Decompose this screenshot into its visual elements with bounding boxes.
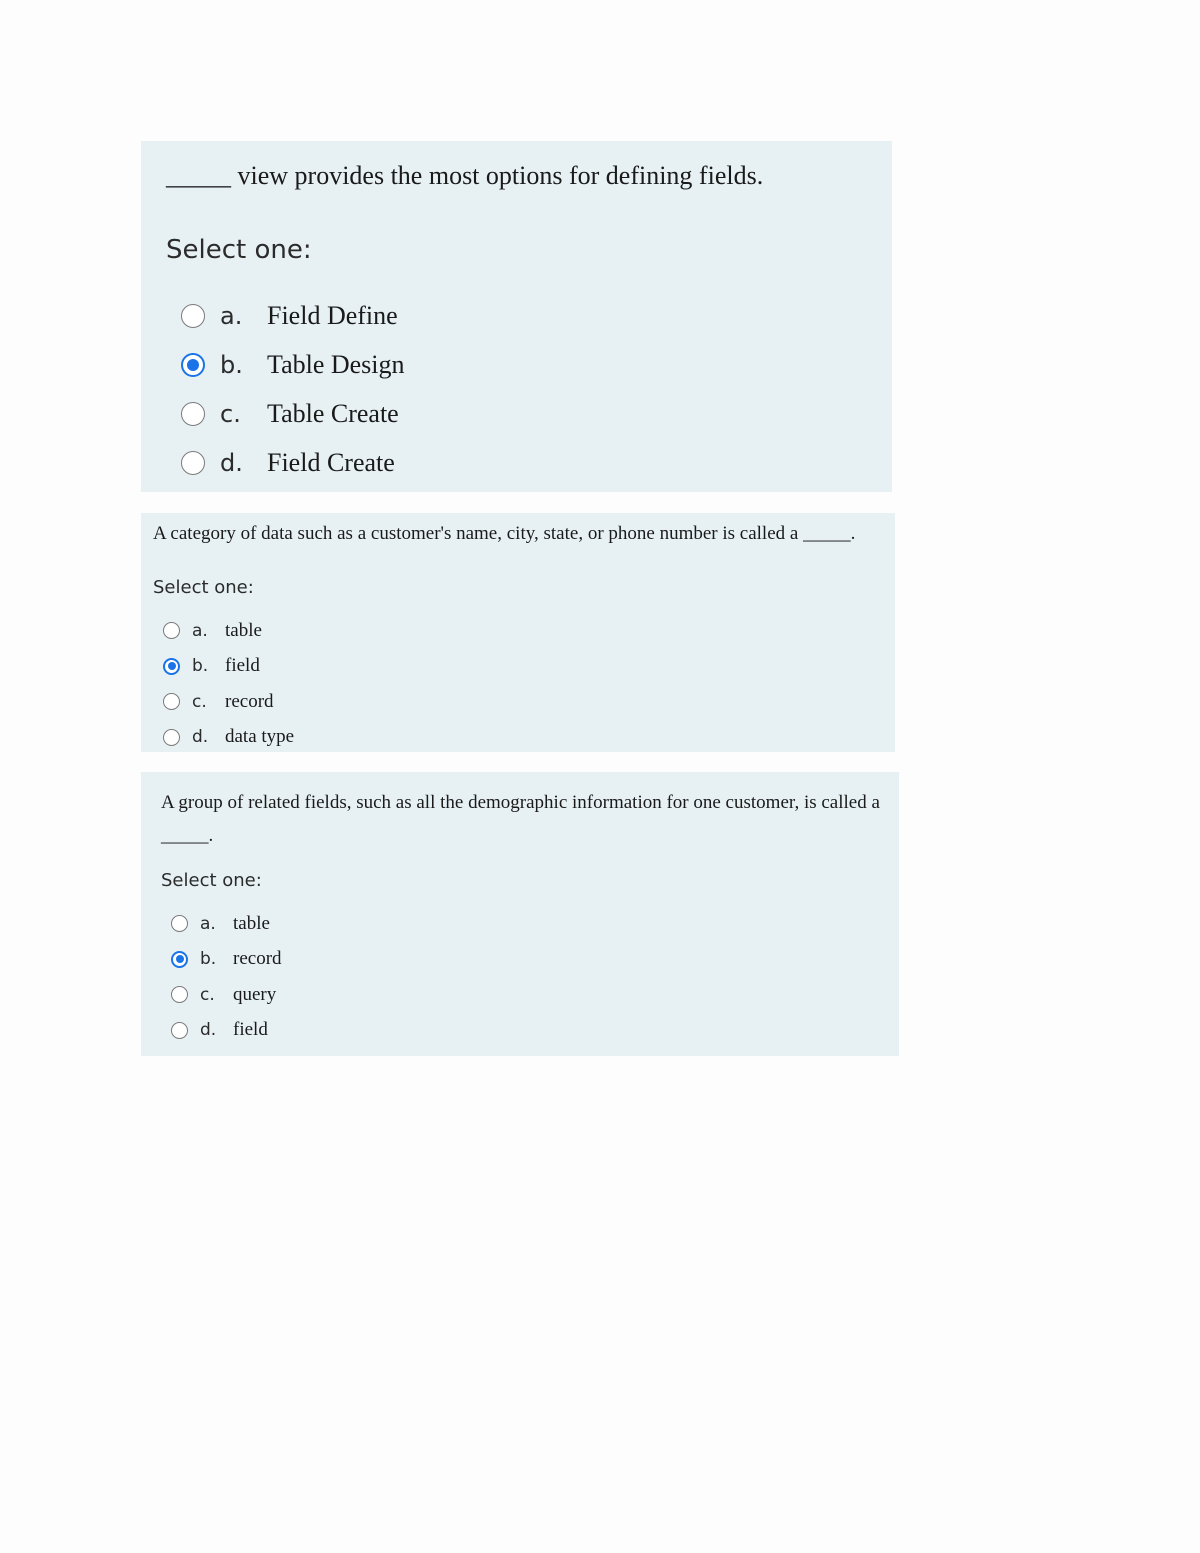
answer-option-d[interactable]: [181, 438, 405, 487]
option-letter: c.: [220, 399, 241, 428]
option-label[interactable]: record: [225, 690, 274, 712]
option-letter: d.: [192, 727, 209, 748]
option-letter: d.: [220, 448, 243, 477]
select-one-label: Select one:: [166, 235, 312, 265]
radio-button[interactable]: [181, 304, 205, 328]
answer-option-c[interactable]: [181, 389, 405, 438]
answer-option-b[interactable]: [171, 942, 282, 978]
answer-options: [181, 291, 405, 487]
radio-button-selected[interactable]: [181, 353, 205, 377]
radio-button[interactable]: [181, 451, 205, 475]
radio-button-selected[interactable]: [171, 951, 188, 968]
option-label[interactable]: field: [233, 1019, 268, 1041]
option-label[interactable]: table: [225, 619, 262, 641]
question-card-1: [141, 141, 892, 492]
answer-options: [163, 613, 294, 755]
answer-option-a[interactable]: [163, 613, 294, 649]
question-text: A category of data such as a customer's name, city, state, or phone number is called a _____.: [153, 523, 856, 544]
answer-option-b[interactable]: [163, 649, 294, 685]
option-label[interactable]: query: [233, 983, 277, 1005]
answer-option-d[interactable]: [171, 1013, 282, 1049]
option-letter: b.: [192, 656, 209, 677]
answer-options: [171, 906, 282, 1048]
answer-option-c[interactable]: [171, 977, 282, 1013]
option-letter: a.: [200, 913, 216, 934]
answer-option-a[interactable]: [181, 291, 405, 340]
option-label[interactable]: Table Create: [267, 398, 399, 428]
radio-button[interactable]: [181, 402, 205, 426]
option-label[interactable]: table: [233, 912, 270, 934]
option-label[interactable]: record: [233, 948, 282, 970]
question-card-2: [141, 513, 895, 752]
option-label[interactable]: Field Create: [267, 447, 395, 477]
answer-option-a[interactable]: [171, 906, 282, 942]
answer-option-c[interactable]: [163, 684, 294, 720]
option-letter: d.: [200, 1020, 217, 1041]
question-card-3: [141, 772, 899, 1056]
option-label[interactable]: data type: [225, 726, 295, 748]
radio-button[interactable]: [163, 693, 180, 710]
radio-button[interactable]: [171, 986, 188, 1003]
option-letter: b.: [200, 949, 217, 970]
option-letter: a.: [220, 301, 243, 330]
select-one-label: Select one:: [153, 577, 254, 598]
option-letter: c.: [192, 691, 207, 712]
question-text: _____ view provides the most options for defining fields.: [166, 161, 764, 190]
question-text: A group of related fields, such as all the demographic information for one customer, is called a _____.: [161, 792, 880, 846]
option-letter: a.: [192, 620, 208, 641]
option-label[interactable]: field: [225, 655, 260, 677]
radio-button[interactable]: [171, 1022, 188, 1039]
option-label[interactable]: Table Design: [267, 349, 405, 379]
radio-button-selected[interactable]: [163, 658, 180, 675]
select-one-label: Select one:: [161, 870, 262, 891]
radio-button[interactable]: [163, 729, 180, 746]
answer-option-d[interactable]: [163, 720, 294, 756]
answer-option-b[interactable]: [181, 340, 405, 389]
option-letter: b.: [220, 350, 243, 379]
option-label[interactable]: Field Define: [267, 300, 398, 330]
option-letter: c.: [200, 984, 215, 1005]
radio-button[interactable]: [163, 622, 180, 639]
radio-button[interactable]: [171, 915, 188, 932]
